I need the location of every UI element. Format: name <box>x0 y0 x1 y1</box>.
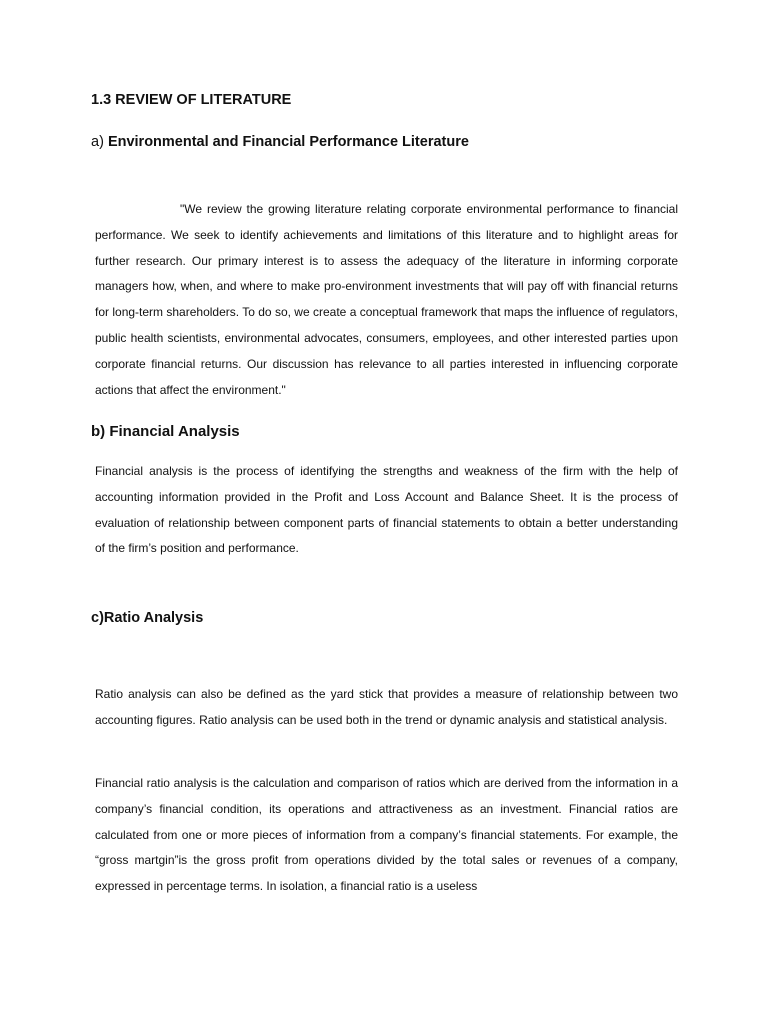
section-heading: 1.3 REVIEW OF LITERATURE <box>91 92 292 108</box>
subsection-c-heading: c)Ratio Analysis <box>91 610 204 626</box>
subsection-b-heading: b) Financial Analysis <box>91 423 240 440</box>
subsection-a-title: Environmental and Financial Performance Literature <box>107 134 469 150</box>
subsection-a-prefix: a) <box>91 134 104 150</box>
ratio-analysis-paragraph-1: Ratio analysis can also be defined as the yard stick that provides a measure of relationship between two accounting figures. Ratio analysis can be used both in the trend or dynamic analysis and statistical analysis. <box>95 687 678 727</box>
subsection-a-heading <box>91 134 469 150</box>
financial-analysis-paragraph: Financial analysis is the process of identifying the strengths and weakness of the firm with the help of accounting information provided in the Profit and Loss Account and Balance Sheet. It is the process of evaluation of relationship between component parts of financial statements to obtain a better understanding of the firm’s position and performance. <box>95 464 678 556</box>
ratio-analysis-paragraph-2: Financial ratio analysis is the calculation and comparison of ratios which are derived from the information in a company’s financial condition, its operations and attractiveness as an investment. Financial ratios are calculated from one or more pieces of information from a company’s financial statements. For example, the “gross martgin”is the gross profit from operations divided by the total sales or revenues of a company, expressed in percentage terms. In isolation, a financial ratio is a useless <box>95 776 678 894</box>
literature-quote-paragraph: "We review the growing literature relating corporate environmental performance to financial performance. We seek to identify achievements and limitations of this literature and to highlight areas for further research. Our primary interest is to assess the adequacy of the literature in informing corporate managers how, when, and where to make pro-environment investments that will pay off with financial returns for long-term shareholders. To do so, we create a conceptual framework that maps the influence of regulators, public health scientists, environmental advocates, consumers, employees, and other interested parties upon corporate financial returns. Our discussion has relevance to all parties interested in influencing corporate actions that affect the environment." <box>95 202 678 397</box>
